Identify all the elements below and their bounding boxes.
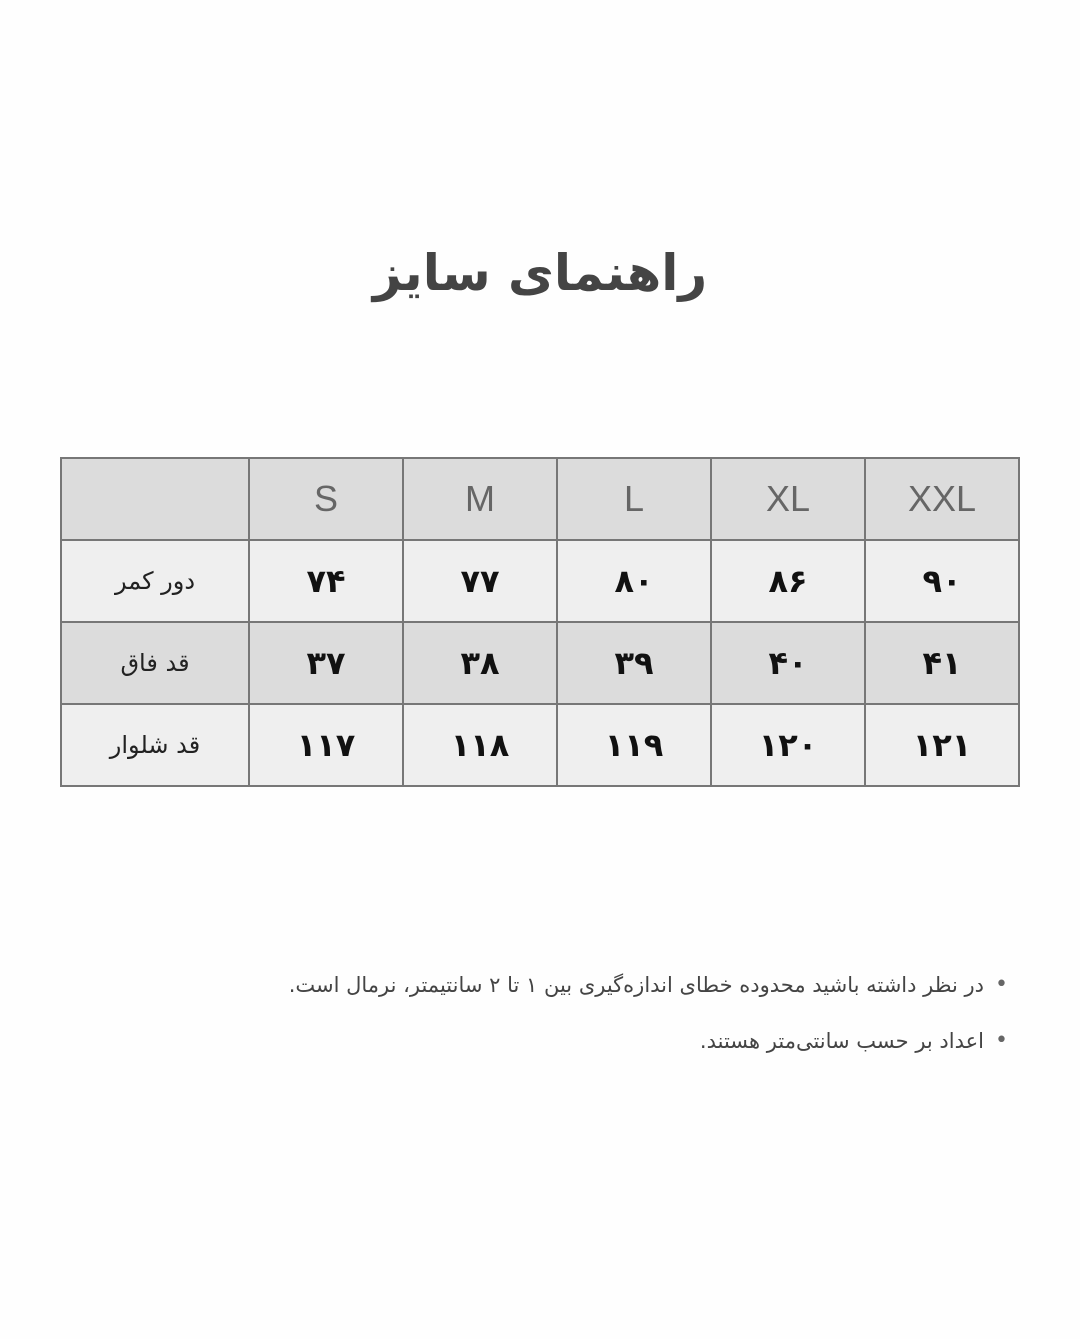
table-header-row bbox=[61, 458, 1019, 540]
table-cell: ۳۸ bbox=[403, 622, 557, 704]
table-cell: ۳۷ bbox=[249, 622, 403, 704]
notes-list bbox=[208, 962, 1008, 1074]
table-cell: ۹۰ bbox=[865, 540, 1019, 622]
size-header-m: M bbox=[403, 458, 557, 540]
list-item bbox=[208, 962, 1008, 1008]
table-cell: ۴۰ bbox=[711, 622, 865, 704]
row-label-rise: قد فاق bbox=[61, 622, 249, 704]
row-label-waist: دور کمر bbox=[61, 540, 249, 622]
table-row bbox=[61, 704, 1019, 786]
size-header-xl: XL bbox=[711, 458, 865, 540]
table-cell: ۴۱ bbox=[865, 622, 1019, 704]
table-cell: ۷۴ bbox=[249, 540, 403, 622]
table-cell: ۱۱۹ bbox=[557, 704, 711, 786]
table-cell: ۱۱۷ bbox=[249, 704, 403, 786]
table-cell: ۳۹ bbox=[557, 622, 711, 704]
table-row bbox=[61, 540, 1019, 622]
table-cell: ۱۲۰ bbox=[711, 704, 865, 786]
table-cell: ۱۲۱ bbox=[865, 704, 1019, 786]
page-title: راهنمای سایز bbox=[372, 244, 708, 302]
table-corner-cell bbox=[61, 458, 249, 540]
table-cell: ۱۱۸ bbox=[403, 704, 557, 786]
size-header-s: S bbox=[249, 458, 403, 540]
table-cell: ۸۶ bbox=[711, 540, 865, 622]
bullet-icon: • bbox=[995, 1028, 1008, 1053]
size-chart-table bbox=[60, 457, 1020, 787]
table-row bbox=[61, 622, 1019, 704]
list-item bbox=[208, 1018, 1008, 1064]
bullet-icon: • bbox=[995, 972, 1008, 997]
note-text: اعداد بر حسب سانتی‌متر هستند. bbox=[699, 1029, 984, 1053]
row-label-length: قد شلوار bbox=[61, 704, 249, 786]
size-header-xxl: XXL bbox=[865, 458, 1019, 540]
table-cell: ۷۷ bbox=[403, 540, 557, 622]
size-header-l: L bbox=[557, 458, 711, 540]
table-cell: ۸۰ bbox=[557, 540, 711, 622]
note-text: در نظر داشته باشید محدوده خطای اندازه‌گیری بین ۱ تا ۲ سانتیمتر، نرمال است. bbox=[288, 973, 984, 997]
